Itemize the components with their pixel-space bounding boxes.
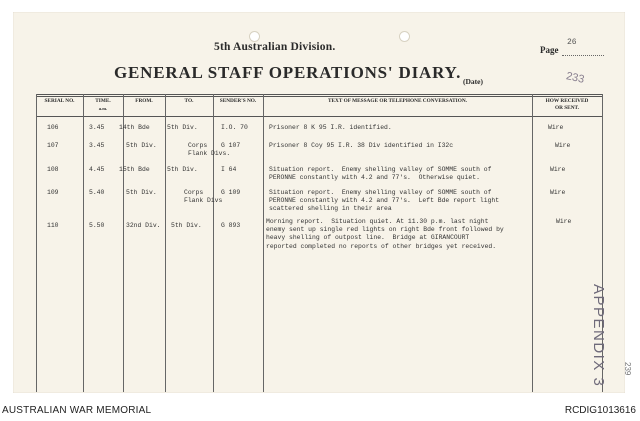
row-text: Situation report. Enemy shelling valley of SOMME south of PERONNE constantly with 4.2 and 77's. Left Bde report light scattered shelling in their area xyxy=(269,189,500,213)
row-to: 5th Div. xyxy=(171,222,202,229)
row-serial: 109 xyxy=(47,189,59,196)
column-header-received xyxy=(532,98,602,112)
row-from: 14th Bde xyxy=(119,124,150,131)
column-header-text: TEXT OF MESSAGE OR TELEPHONE CONVERSATION. xyxy=(327,98,468,104)
column-divider xyxy=(213,94,214,392)
margin-stamp: 239 xyxy=(623,362,632,376)
column-header-sender: SENDER'S NO. xyxy=(219,98,257,104)
archive-credit: AUSTRALIAN WAR MEMORIAL xyxy=(2,405,152,416)
column-divider xyxy=(165,94,166,392)
appendix-margin-note: APPENDIX 3 xyxy=(590,284,607,388)
row-serial: 110 xyxy=(47,222,59,229)
punch-hole xyxy=(400,32,409,41)
column-header-received-line1: HOW RECEIVED xyxy=(545,98,589,104)
row-time: 5.40 xyxy=(89,189,105,196)
row-serial: 107 xyxy=(47,142,59,149)
row-time: 3.45 xyxy=(89,124,105,131)
punch-hole xyxy=(250,32,259,41)
column-divider xyxy=(263,94,264,392)
row-text: Prisoner 8 K 95 I.R. identified. xyxy=(269,124,392,131)
row-time: 5.50 xyxy=(89,222,105,229)
row-sender: I.O. 70 xyxy=(221,124,248,131)
row-sender: G 107 xyxy=(221,142,241,149)
table-top-rule-2 xyxy=(36,96,602,97)
table-top-rule xyxy=(36,94,602,95)
row-from: 15th Bde xyxy=(119,166,150,173)
page-number: 26 xyxy=(567,38,577,47)
row-from: 5th Div. xyxy=(126,142,157,149)
header-bottom-rule xyxy=(36,116,602,117)
row-how: Wire xyxy=(556,218,572,225)
row-to: 5th Div. xyxy=(167,166,198,173)
archive-stamp: 233 xyxy=(564,70,586,86)
archive-reference: RCDIG1013616 xyxy=(564,405,636,416)
row-how: Wire xyxy=(555,142,571,149)
row-text: Prisoner 8 Coy 95 I.R. 38 Div identified in I32c xyxy=(269,142,454,149)
row-how: Wire xyxy=(550,166,566,173)
row-to: Corps Flank Divs xyxy=(184,189,223,205)
column-header-time-label: TIME. xyxy=(95,98,111,104)
column-divider xyxy=(83,94,84,392)
column-header-time-sub: a.m. xyxy=(98,106,108,111)
row-serial: 106 xyxy=(47,124,59,131)
date-label: (Date) xyxy=(463,77,483,86)
row-how: Wire xyxy=(548,124,564,131)
row-sender: I 64 xyxy=(221,166,237,173)
column-divider xyxy=(36,94,37,392)
row-time: 4.45 xyxy=(89,166,105,173)
row-to: Corps Flank Divs. xyxy=(188,142,231,158)
column-divider xyxy=(123,94,124,392)
division-heading: 5th Australian Division. xyxy=(214,41,336,53)
row-sender: G 109 xyxy=(221,189,241,196)
column-header-to: TO. xyxy=(184,98,194,104)
page-title: GENERAL STAFF OPERATIONS' DIARY. xyxy=(114,63,462,82)
row-text: Situation report. Enemy shelling valley of SOMME south of PERONNE constantly with 4.2 and 77's. Otherwise quiet. xyxy=(269,166,492,182)
row-how: Wire xyxy=(550,189,566,196)
row-text: Morning report. Situation quiet. At 11.30 p.m. last night enemy sent up single red lights on right Bde front followed by heavy shelling of outpost line. Bridge at GIRANCOURT reported completed no reports of other bridges yet received. xyxy=(266,218,504,250)
column-divider xyxy=(532,94,533,392)
row-time: 3.45 xyxy=(89,142,105,149)
row-serial: 108 xyxy=(47,166,59,173)
row-from: 32nd Div. xyxy=(126,222,161,229)
column-header-time xyxy=(83,98,123,112)
row-sender: G 893 xyxy=(221,222,241,229)
column-header-received-line2: OR SENT. xyxy=(554,105,580,111)
page-label: Page xyxy=(540,45,559,55)
column-header-from: FROM. xyxy=(135,98,153,104)
row-from: 5th Div. xyxy=(126,189,157,196)
column-header-serial: SERIAL NO. xyxy=(44,98,75,104)
page-underline xyxy=(562,55,604,56)
row-to: 5th Div. xyxy=(167,124,198,131)
